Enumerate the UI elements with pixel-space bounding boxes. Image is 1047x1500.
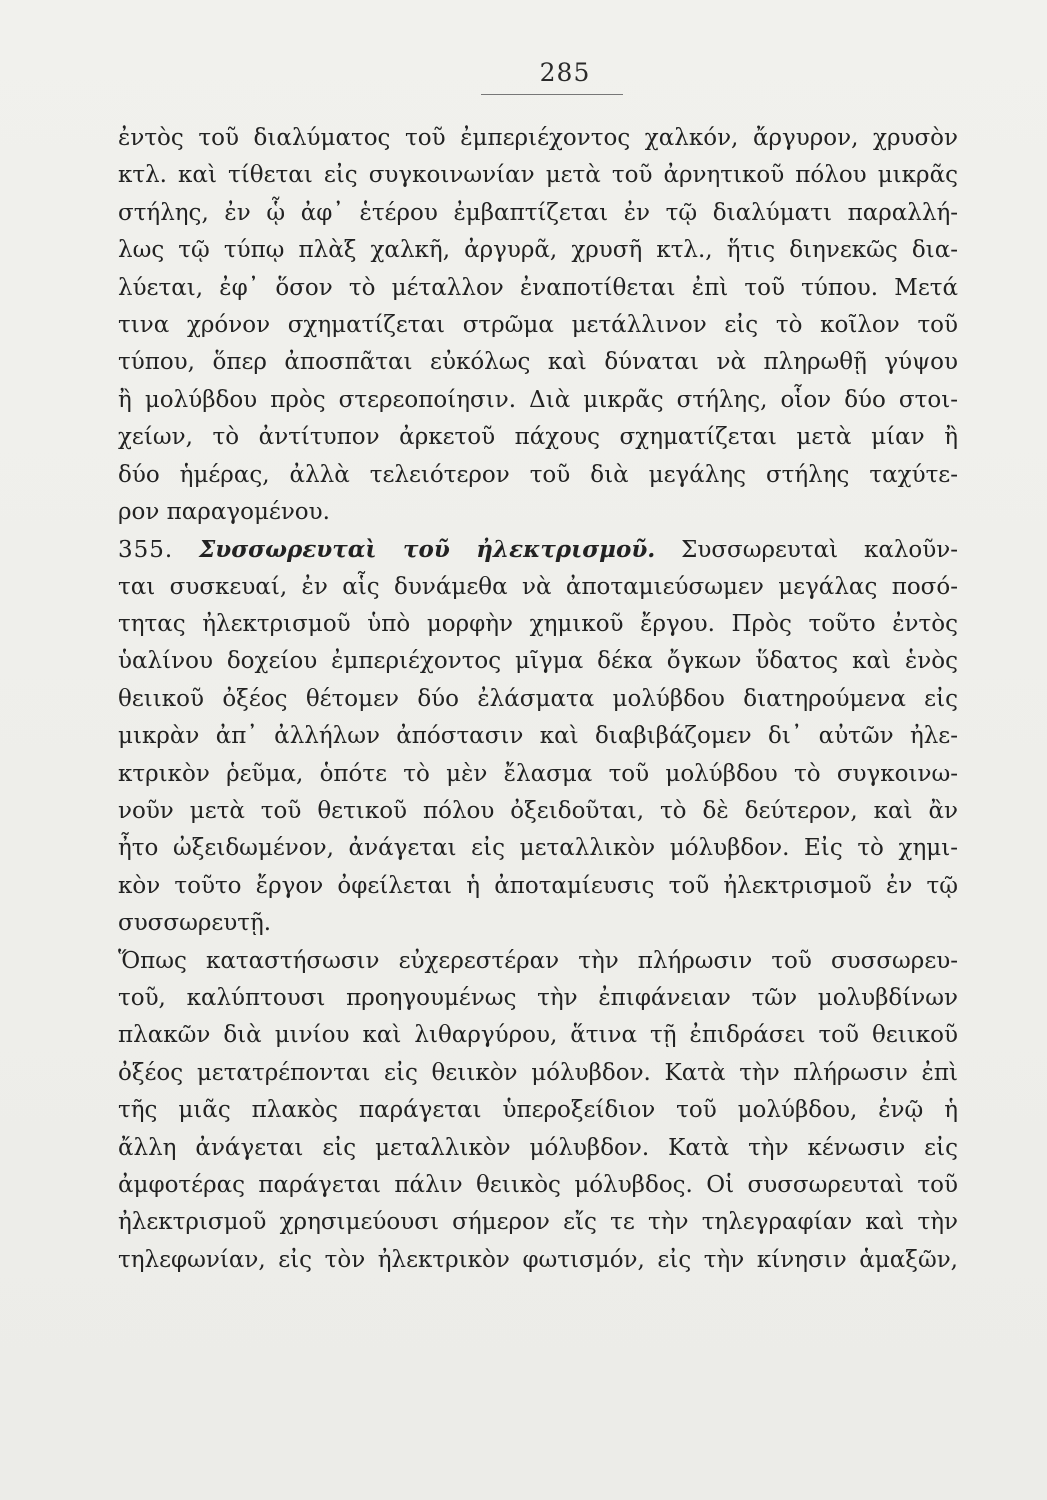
text-line: δύο ἡμέρας, ἀλλὰ τελειότερον τοῦ διὰ μεγάλης στήλης ταχύτε- (118, 461, 958, 488)
text-line: κὸν τοῦτο ἔργον ὀφείλεται ἡ ἀποταμίευσις τοῦ ἠλεκτρισμοῦ ἐν τῷ (118, 872, 958, 899)
text-line: μικρὰν ἀπ᾽ ἀλλήλων ἀπόστασιν καὶ διαβιβάζομεν δι᾽ αὐτῶν ἠλε- (118, 723, 958, 750)
text-line: τοῦ, καλύπτουσι προηγουμένως τὴν ἐπιφάνειαν τῶν μολυβδίνων (118, 984, 958, 1011)
text-line: τῆς μιᾶς πλακὸς παράγεται ὑπεροξείδιον τοῦ μολύβδου, ἐνῷ ἡ (118, 1097, 958, 1124)
text-line: ἠλεκτρισμοῦ χρησιμεύουσι σήμερον εἴς τε τὴν τηλεγραφίαν καὶ τὴν (118, 1209, 958, 1236)
text-line: τητας ἠλεκτρισμοῦ ὑπὸ μορφὴν χημικοῦ ἔργου. Πρὸς τοῦτο ἐντὸς (118, 611, 958, 638)
section-number: 355. (118, 537, 174, 564)
text-line: λως τῷ τύπῳ πλὰξ χαλκῆ, ἀργυρᾶ, χρυσῆ κτλ., ἥτις διηνεκῶς δια- (118, 237, 958, 264)
section-title: Συσσωρευταὶ τοῦ ἠλεκτρισμοῦ. (198, 536, 656, 564)
page-text (118, 120, 958, 1279)
text-line: λύεται, ἐφ᾽ ὅσον τὸ μέταλλον ἐναποτίθεται ἐπὶ τοῦ τύπου. Μετά (118, 274, 958, 301)
text-line: ἄλλη ἀνάγεται εἰς μεταλλικὸν μόλυβδον. Κατὰ τὴν κένωσιν εἰς (118, 1134, 958, 1161)
text-line: θειικοῦ ὀξέος θέτομεν δύο ἐλάσματα μολύβδου διατηρούμενα εἰς (118, 685, 958, 712)
text-line: ὀξέος μετατρέπονται εἰς θειικὸν μόλυβδον. Κατὰ τὴν πλήρωσιν ἐπὶ (118, 1059, 958, 1086)
text-line: κτλ. καὶ τίθεται εἰς συγκοινωνίαν μετὰ τοῦ ἀρνητικοῦ πόλου μικρᾶς (118, 162, 958, 189)
text-line: τηλεφωνίαν, εἰς τὸν ἠλεκτρικὸν φωτισμόν, εἰς τὴν κίνησιν ἁμαξῶν, (118, 1246, 958, 1273)
text-line: τύπου, ὅπερ ἀποσπᾶται εὐκόλως καὶ δύναται νὰ πληρωθῇ γύψου (118, 349, 958, 376)
text-line: χείων, τὸ ἀντίτυπον ἀρκετοῦ πάχους σχηματίζεται μετὰ μίαν ἢ (118, 424, 958, 451)
text-line: συσσωρευτῇ. (118, 910, 272, 937)
text-line: τινα χρόνον σχηματίζεται στρῶμα μετάλλινον εἰς τὸ κοῖλον τοῦ (118, 311, 958, 338)
section-heading-line (118, 531, 958, 568)
text-line: ὑαλίνου δοχείου ἐμπεριέχοντος μῖγμα δέκα ὄγκων ὕδατος καὶ ἑνὸς (118, 648, 958, 675)
page-number: 285 (539, 58, 591, 87)
text-line: ρον παραγομένου. (118, 498, 330, 525)
text-line: Ὅπως καταστήσωσιν εὐχερεστέραν τὴν πλήρωσιν τοῦ συσσωρευ- (118, 947, 958, 974)
text-line: στήλης, ἐν ᾧ ἀφ᾽ ἑτέρου ἐμβαπτίζεται ἐν τῷ διαλύματι παραλλή- (118, 199, 958, 226)
text-line: ται συσκευαί, ἐν αἷς δυνάμεθα νὰ ἀποταμιεύσωμεν μεγάλας ποσό- (118, 573, 958, 600)
section-first-line-text: Συσσωρευταὶ καλοῦν- (681, 537, 958, 564)
text-line: ἦτο ὠξειδωμένον, ἀνάγεται εἰς μεταλλικὸν μόλυβδον. Εἰς τὸ χημι- (118, 835, 958, 862)
text-line: πλακῶν διὰ μινίου καὶ λιθαργύρου, ἅτινα τῇ ἐπιδράσει τοῦ θειικοῦ (118, 1022, 958, 1049)
text-line: ἐντὸς τοῦ διαλύματος τοῦ ἐμπεριέχοντος χαλκόν, ἄργυρον, χρυσὸν (118, 125, 958, 151)
text-line: ἢ μολύβδου πρὸς στερεοποίησιν. Διὰ μικρᾶς στήλης, οἷον δύο στοι- (118, 386, 958, 413)
header-rule (481, 94, 623, 95)
text-line: ἀμφοτέρας παράγεται πάλιν θειικὸς μόλυβδος. Οἱ συσσωρευταὶ τοῦ (118, 1171, 958, 1198)
text-line: νοῦν μετὰ τοῦ θετικοῦ πόλου ὀξειδοῦται, τὸ δὲ δεύτερον, καὶ ἂν (118, 798, 958, 825)
text-line: κτρικὸν ῥεῦμα, ὁπότε τὸ μὲν ἔλασμα τοῦ μολύβδου τὸ συγκοινω- (118, 760, 958, 787)
